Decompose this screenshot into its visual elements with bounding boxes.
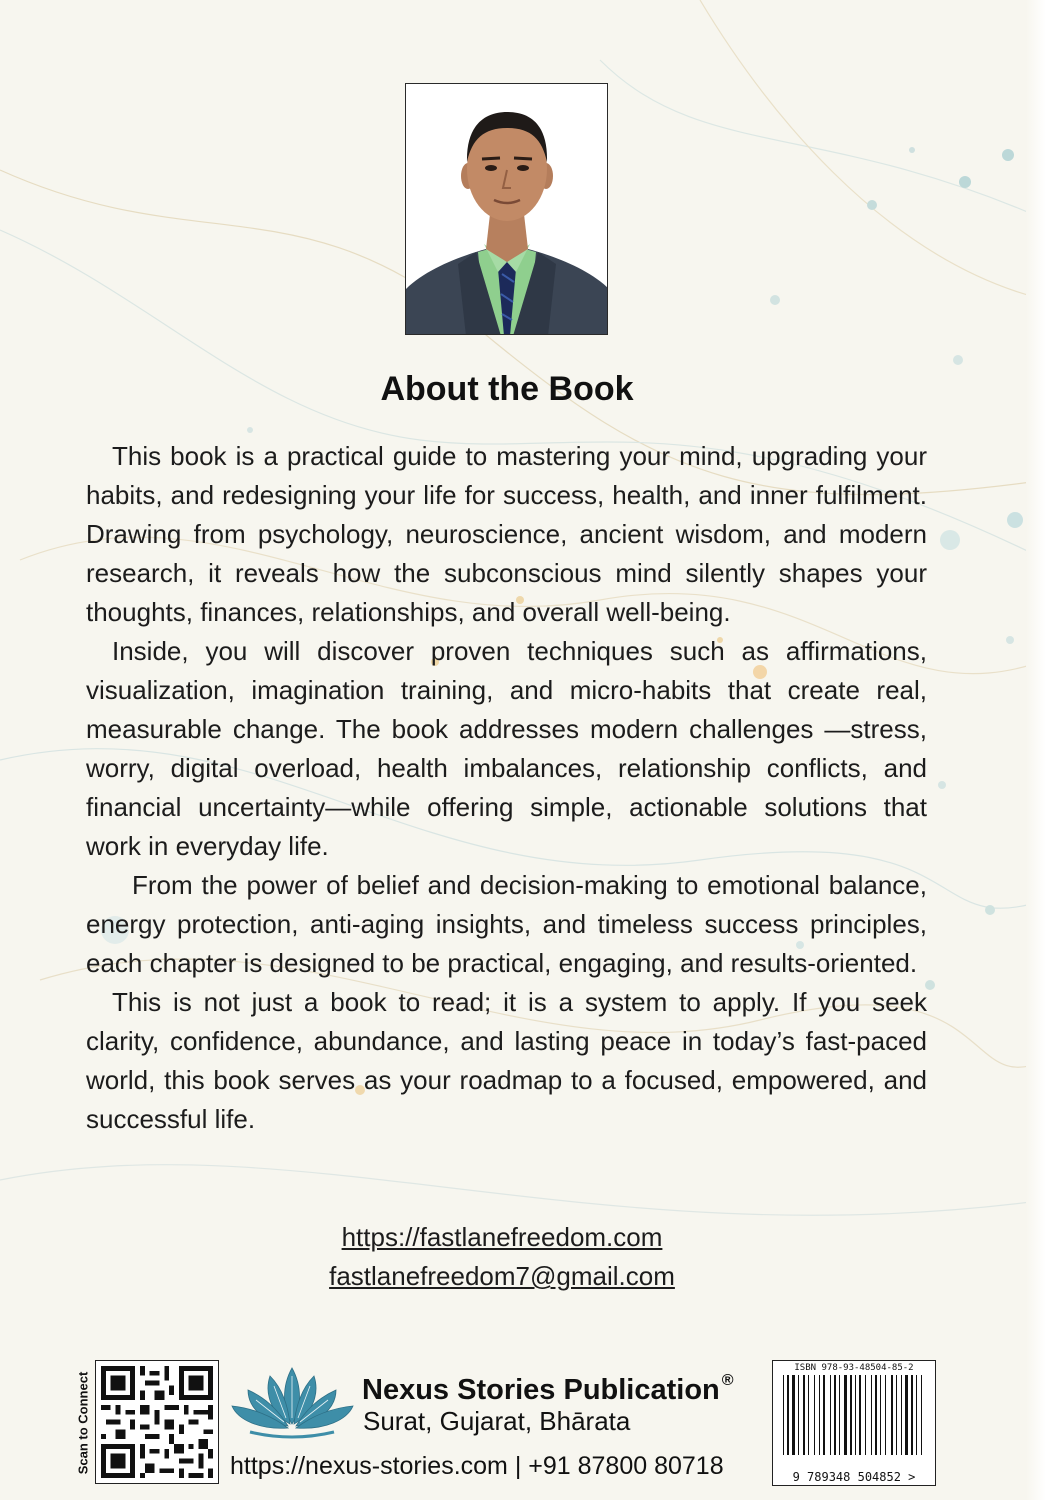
description-paragraph: This is not just a book to read; it is a system to apply. If you seek clarity, confidence, abundance, and lasting peace in today’s fast-paced world, this book serves as your roadmap to a focused, empowered, and successful life. xyxy=(86,987,927,1134)
description-paragraph: This book is a practical guide to mastering your mind, upgrading your habits, and redesigning your life for success, health, and inner fulfilment. Drawing from psychology, neuroscience, ancient wisdom, and modern research, it reveals how the subconscious mind silently shapes your thoughts, finances, relationships, and overall well-being. xyxy=(86,441,927,627)
qr-code[interactable] xyxy=(95,1360,219,1484)
publisher-location: Surat, Gujarat, Bhārata xyxy=(363,1406,631,1436)
lotus-logo-icon xyxy=(230,1362,355,1440)
registered-mark: ® xyxy=(721,1372,734,1389)
description-paragraph: From the power of belief and decision-making to emotional balance, energy protection, anti-aging insights, and timeless success principles, each chapter is designed to be practical, engaging, and results-oriented. xyxy=(86,870,927,978)
barcode-bars xyxy=(783,1375,927,1469)
description-paragraph: Inside, you will discover proven techniques such as affirmations, visualization, imagination training, and micro-habits that create real, measurable change. The book addresses modern challenges —stress, worry, digital overload, health imbalances, relationship conflicts, and financial uncertainty—while offering simple, actionable solutions that work in everyday life. xyxy=(86,636,927,861)
website-link[interactable]: https://fastlanefreedom.com xyxy=(341,1222,663,1252)
barcode-digits: 9 789348 504852 > xyxy=(792,1470,916,1484)
publisher-contact: https://nexus-stories.com | +91 87800 80718 xyxy=(230,1452,724,1480)
qr-label-text: Scan to Connect xyxy=(75,1371,91,1475)
qr-label xyxy=(74,1362,92,1484)
author-photo xyxy=(405,83,608,335)
contact-links xyxy=(0,1218,1004,1296)
book-description xyxy=(86,437,927,1139)
isbn-barcode xyxy=(772,1360,936,1486)
publisher-name xyxy=(362,1372,734,1407)
isbn-label: ISBN 978-93-48504-85-2 xyxy=(794,1363,914,1373)
about-heading: About the Book xyxy=(380,370,634,408)
email-link[interactable]: fastlanefreedom7@gmail.com xyxy=(329,1261,675,1291)
publisher-name-text: Nexus Stories Publication xyxy=(362,1374,720,1406)
page-edge xyxy=(1026,0,1046,1500)
